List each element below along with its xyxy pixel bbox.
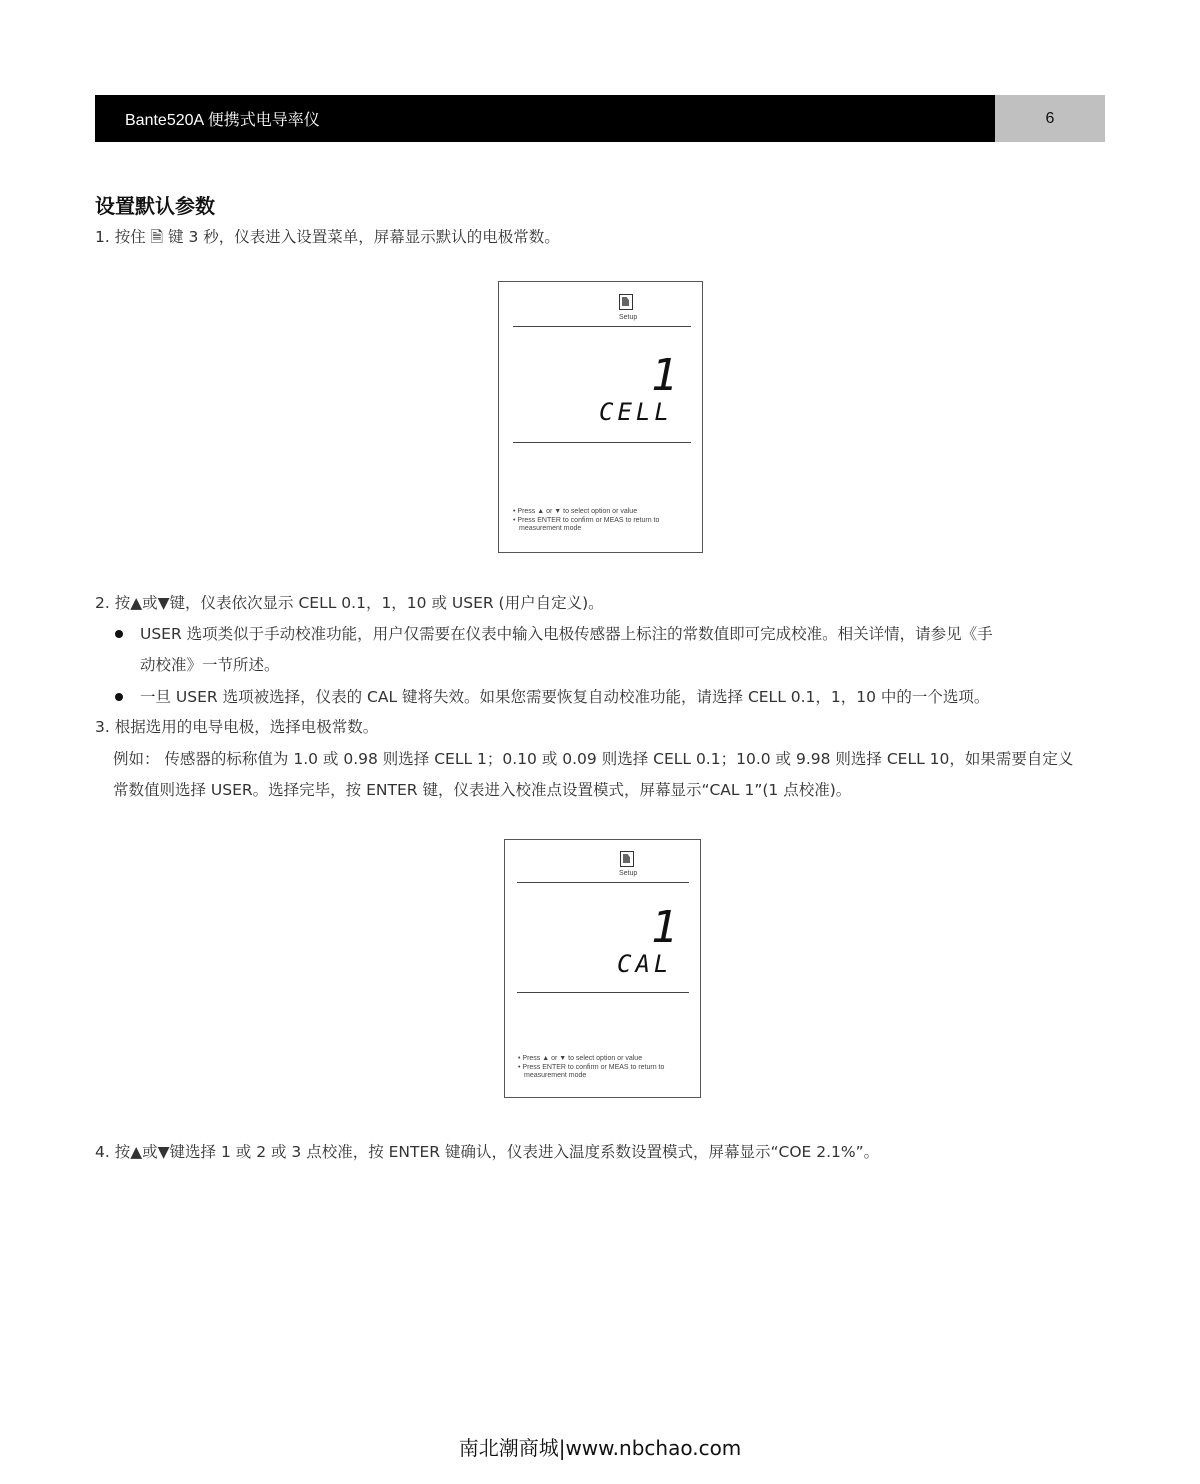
lcd-screen-cal <box>504 839 701 1098</box>
lcd-hint-1: • Press ▲ or ▼ to select option or value <box>513 508 638 515</box>
lcd-hint-3: measurement mode <box>519 525 582 532</box>
step-4-text: 4. 按▲或▼键选择 1 或 2 或 3 点校准，按 ENTER 键确认，仪表进入温度系数设置模式，屏幕显示“COE 2.1%”。 <box>95 1143 880 1161</box>
step-2-text: 2. 按▲或▼键，仪表依次显示 CELL 0.1，1，10 或 USER (用户自定义)。 <box>95 594 604 612</box>
document-title: Bante520A 便携式电导率仪 <box>125 112 320 129</box>
bullet-icon <box>115 693 123 701</box>
footer-watermark: 南北潮商城|www.nbchao.com <box>458 1436 742 1460</box>
lcd-divider-top <box>517 882 689 883</box>
lcd-screen-cell <box>498 281 703 553</box>
step-3-text: 3. 根据选用的电导电极，选择电极常数。 <box>95 718 379 736</box>
lcd-divider-top <box>513 326 691 327</box>
step-2-bullet-1-line-2: 动校准》一节所述。 <box>140 656 280 674</box>
section-title: 设置默认参数 <box>95 194 215 218</box>
lcd-hint-2: • Press ENTER to confirm or MEAS to return to <box>518 1063 665 1071</box>
page-number: 6 <box>1045 109 1055 127</box>
bullet-icon <box>115 630 123 638</box>
setup-icon <box>620 851 634 867</box>
lcd-main-value: 1 <box>651 350 678 401</box>
lcd-hint-2: • Press ENTER to confirm or MEAS to return to <box>513 516 660 524</box>
lcd-sub-text: CELL <box>599 398 673 426</box>
lcd-divider-bottom <box>513 442 691 443</box>
lcd-hint-3: measurement mode <box>524 1072 587 1079</box>
step-3-example-line-2: 常数值则选择 USER。选择完毕，按 ENTER 键，仪表进入校准点设置模式，屏幕显示“CAL 1”(1 点校准)。 <box>113 781 852 799</box>
step-3-example-line-1: 例如： 传感器的标称值为 1.0 或 0.98 则选择 CELL 1；0.10 或 0.09 则选择 CELL 0.1；10.0 或 9.98 则选择 CELL 10，如果需要自定义 <box>113 750 1074 768</box>
lcd-hints <box>513 508 659 534</box>
page-number-box <box>995 95 1105 142</box>
lcd-divider-bottom <box>517 992 689 993</box>
setup-icon-label: Setup <box>619 314 638 321</box>
lcd-hints <box>518 1055 664 1081</box>
setup-icon <box>619 294 633 310</box>
lcd-hint-1: • Press ▲ or ▼ to select option or value <box>518 1055 643 1062</box>
step-2-bullet-1-line-1: USER 选项类似于手动校准功能，用户仅需要在仪表中输入电极传感器上标注的常数值即可完成校准。相关详情，请参见《手 <box>140 625 993 643</box>
lcd-main-value: 1 <box>651 902 678 953</box>
step-2-bullet-2: 一旦 USER 选项被选择，仪表的 CAL 键将失效。如果您需要恢复自动校准功能，请选择 CELL 0.1，1，10 中的一个选项。 <box>140 688 990 706</box>
step-1-text: 1. 按住 🗎 键 3 秒，仪表进入设置菜单，屏幕显示默认的电极常数。 <box>95 228 560 246</box>
lcd-sub-text: CAL <box>617 950 673 978</box>
setup-icon-label: Setup <box>619 870 638 877</box>
document-header <box>95 95 995 142</box>
